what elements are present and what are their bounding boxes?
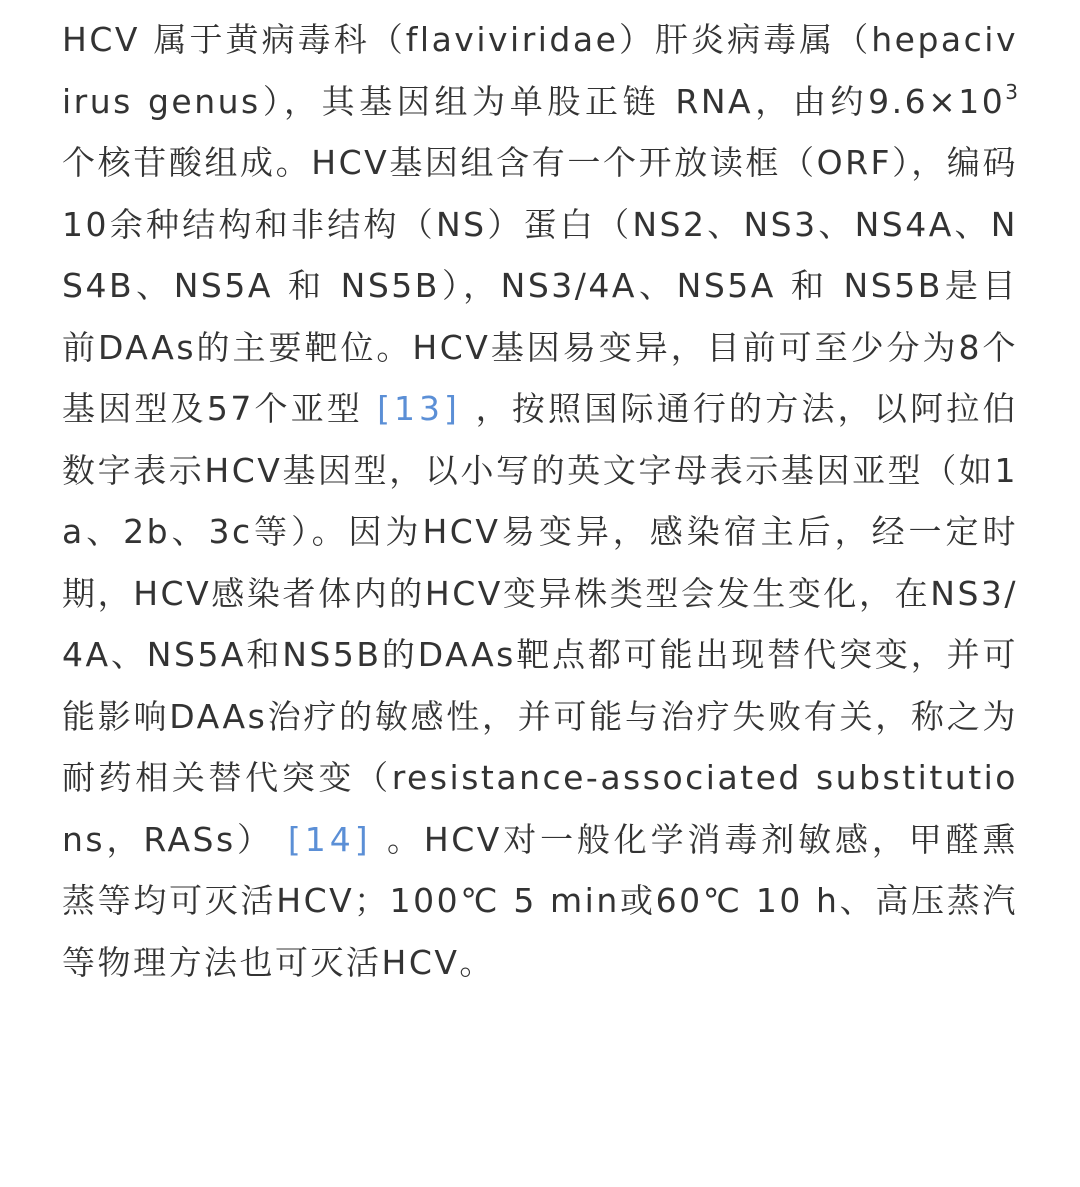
paragraph-text-1: HCV 属于黄病毒科（flaviviridae）肝炎病毒属（hepacivirus genus），其基因组为单股正链 RNA，由约9.6×10 (62, 20, 1018, 121)
article-body (62, 9, 1018, 993)
reference-link-13[interactable]: [13] (377, 389, 461, 428)
hcv-paragraph (62, 9, 1018, 993)
reference-link-14[interactable]: [14] (287, 819, 372, 859)
paragraph-text-4: 。HCV对一般化学消毒剂敏感，甲醛熏蒸等均可灭活HCV；100℃ 5 min或60℃ 10 h、高压蒸汽等物理方法也可灭活HCV。 (62, 819, 1018, 982)
exponent: 3 (1005, 79, 1018, 104)
paragraph-text-3: ，按照国际通行的方法，以阿拉伯数字表示HCV基因型，以小写的英文字母表示基因亚型（如1a、2b、3c等）。因为HCV易变异，感染宿主后，经一定时期，HCV感染者体内的HCV变异株类型会发生变化，在NS3/4A、NS5A和NS5B的DAAs靶点都可能出现替代突变，并可能影响DAAs治疗的敏感性，并可能与治疗失败有关，称之为耐药相关替代突变（resistance-associated substitutions，RASs） (62, 389, 1019, 859)
paragraph-text-2: 个核苷酸组成。HCV基因组含有一个开放读框（ORF），编码10余种结构和非结构（NS）蛋白（NS2、NS3、NS4A、NS4B、NS5A 和 NS5B），NS3/4A、NS5A 和 NS5B是目前DAAs的主要靶位。HCV基因易变异，目前可至少分为8个基因型及57个亚型 (62, 143, 1018, 428)
